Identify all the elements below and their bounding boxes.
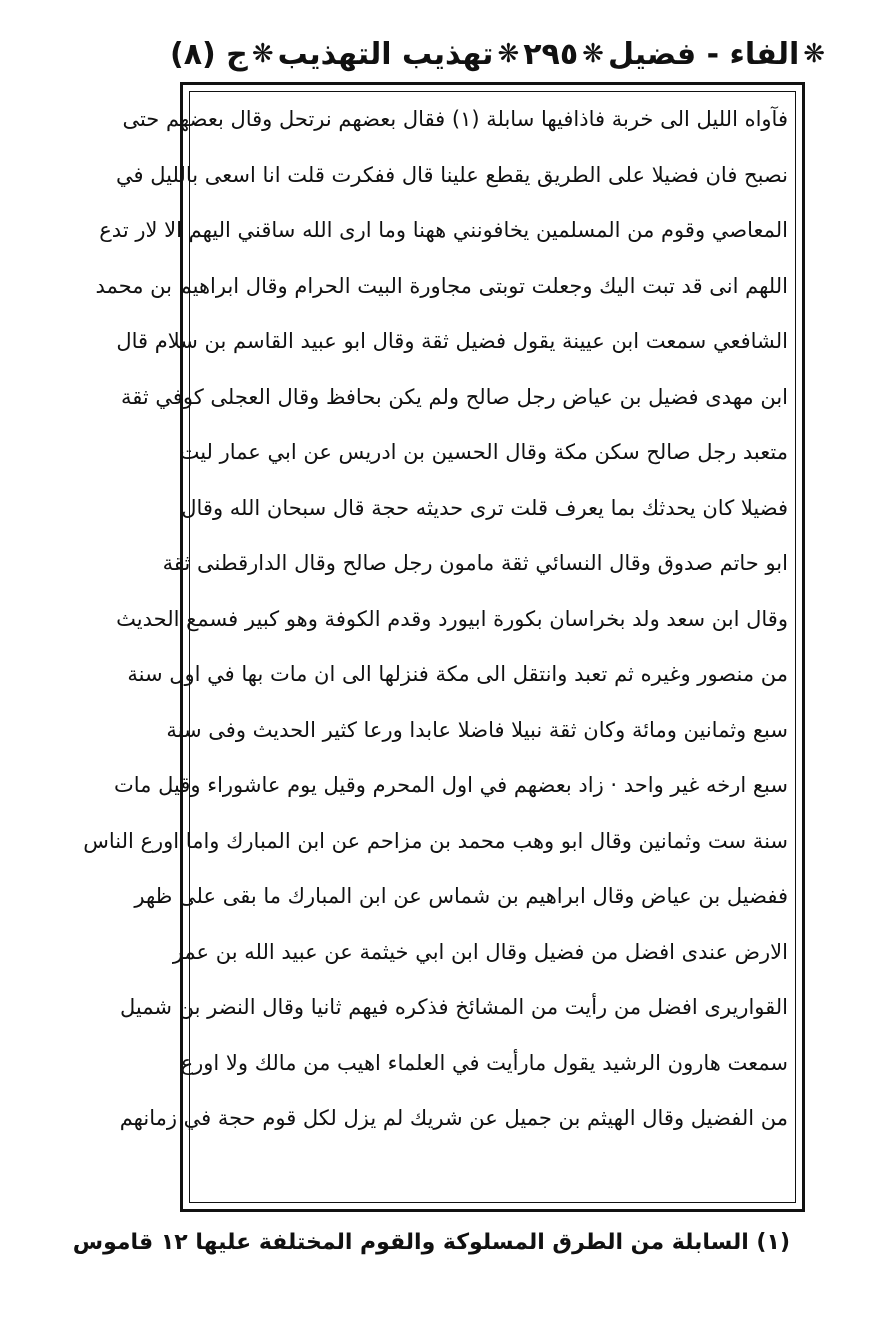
section-title: الفاء - فضيل	[607, 36, 800, 72]
body-text	[83, 92, 788, 1202]
book-title: تهذيب التهذيب	[277, 36, 494, 72]
text-line: سمعت هارون الرشيد يقول مارأيت في العلماء اهيب من مالك ولا اورع	[180, 1050, 788, 1075]
text-line: سبع ارخه غير واحد · زاد بعضهم في اول المحرم وقيل يوم عاشوراء وقيل مات	[114, 773, 788, 797]
text-line: الشافعي سمعت ابن عيينة يقول فضيل ثقة وقال ابو عبيد القاسم بن سلام قال	[116, 329, 788, 353]
volume-label: ج (٨)	[170, 36, 248, 72]
text-line: المعاصي وقوم من المسلمين يخافونني ههنا وما ارى الله ساقني اليهم الا لار تدع	[99, 218, 788, 242]
text-line: من منصور وغيره ثم تعبد وانتقل الى مكة فنزلها الى ان مات بها في اول سنة	[127, 662, 788, 686]
ornament-icon: ❋	[803, 39, 826, 69]
footnote: (١) السابلة من الطرق المسلوكة والقوم المختلفة عليها ١٢ قاموس	[72, 1230, 790, 1255]
text-line: فآواه الليل الى خربة فاذافيها سابلة (١) فقال بعضهم نرتحل وقال بعضهم حتى	[122, 107, 788, 131]
ornament-icon: ❋	[251, 39, 274, 69]
text-line: ففضيل بن عياض وقال ابراهيم بن شماس عن ابن المبارك ما بقى على ظهر	[134, 884, 788, 908]
text-line: الارض عندى افضل من فضيل وقال ابن ابي خيثمة عن عبيد الله بن عمر	[172, 939, 788, 964]
text-line: ابن مهدى فضيل بن عياض رجل صالح ولم يكن بحافظ وقال العجلى كوفي ثقة	[120, 384, 788, 409]
ornament-icon: ❋	[497, 39, 520, 69]
page-number: ٢٩٥	[523, 36, 579, 72]
ornament-icon: ❋	[582, 39, 604, 69]
text-line: اللهم انى قد تبت اليك وجعلت توبتى مجاورة البيت الحرام وقال ابراهيم بن محمد	[95, 273, 788, 298]
text-line: وقال ابن سعد ولد بخراسان بكورة ابيورد وقدم الكوفة وهو كبير فسمع الحديث	[116, 606, 788, 631]
text-line: متعبد رجل صالح سكن مكة وقال الحسين بن ادريس عن ابي عمار ليت	[179, 440, 788, 464]
text-line: نصبح فان فضيلا على الطريق يقطع علينا قال ففكرت قلت انا اسعى بالليل في	[116, 162, 788, 187]
text-line: ابو حاتم صدوق وقال النسائي ثقة مامون رجل صالح وقال الدارقطنى ثقة	[162, 551, 788, 575]
text-line: القواريرى افضل من رأيت من المشائخ فذكره فيهم ثانيا وقال النضر بن شميل	[120, 995, 788, 1019]
text-line: سنة ست وثمانين وقال ابو وهب محمد بن مزاحم عن ابن المبارك واما اورع الناس	[83, 828, 788, 853]
text-line: سبع وثمانين ومائة وكان ثقة نبيلا فاضلا عابدا ورعا كثير الحديث وفى سنة	[166, 717, 788, 742]
running-header	[170, 28, 826, 80]
text-line: من الفضيل وقال الهيثم بن جميل عن شريك لم يزل لكل قوم حجة في زمانهم	[119, 1106, 788, 1130]
text-line: فضيلا كان يحدثك بما يعرف قلت ترى حديثه حجة قال سبحان الله وقال	[181, 495, 788, 520]
